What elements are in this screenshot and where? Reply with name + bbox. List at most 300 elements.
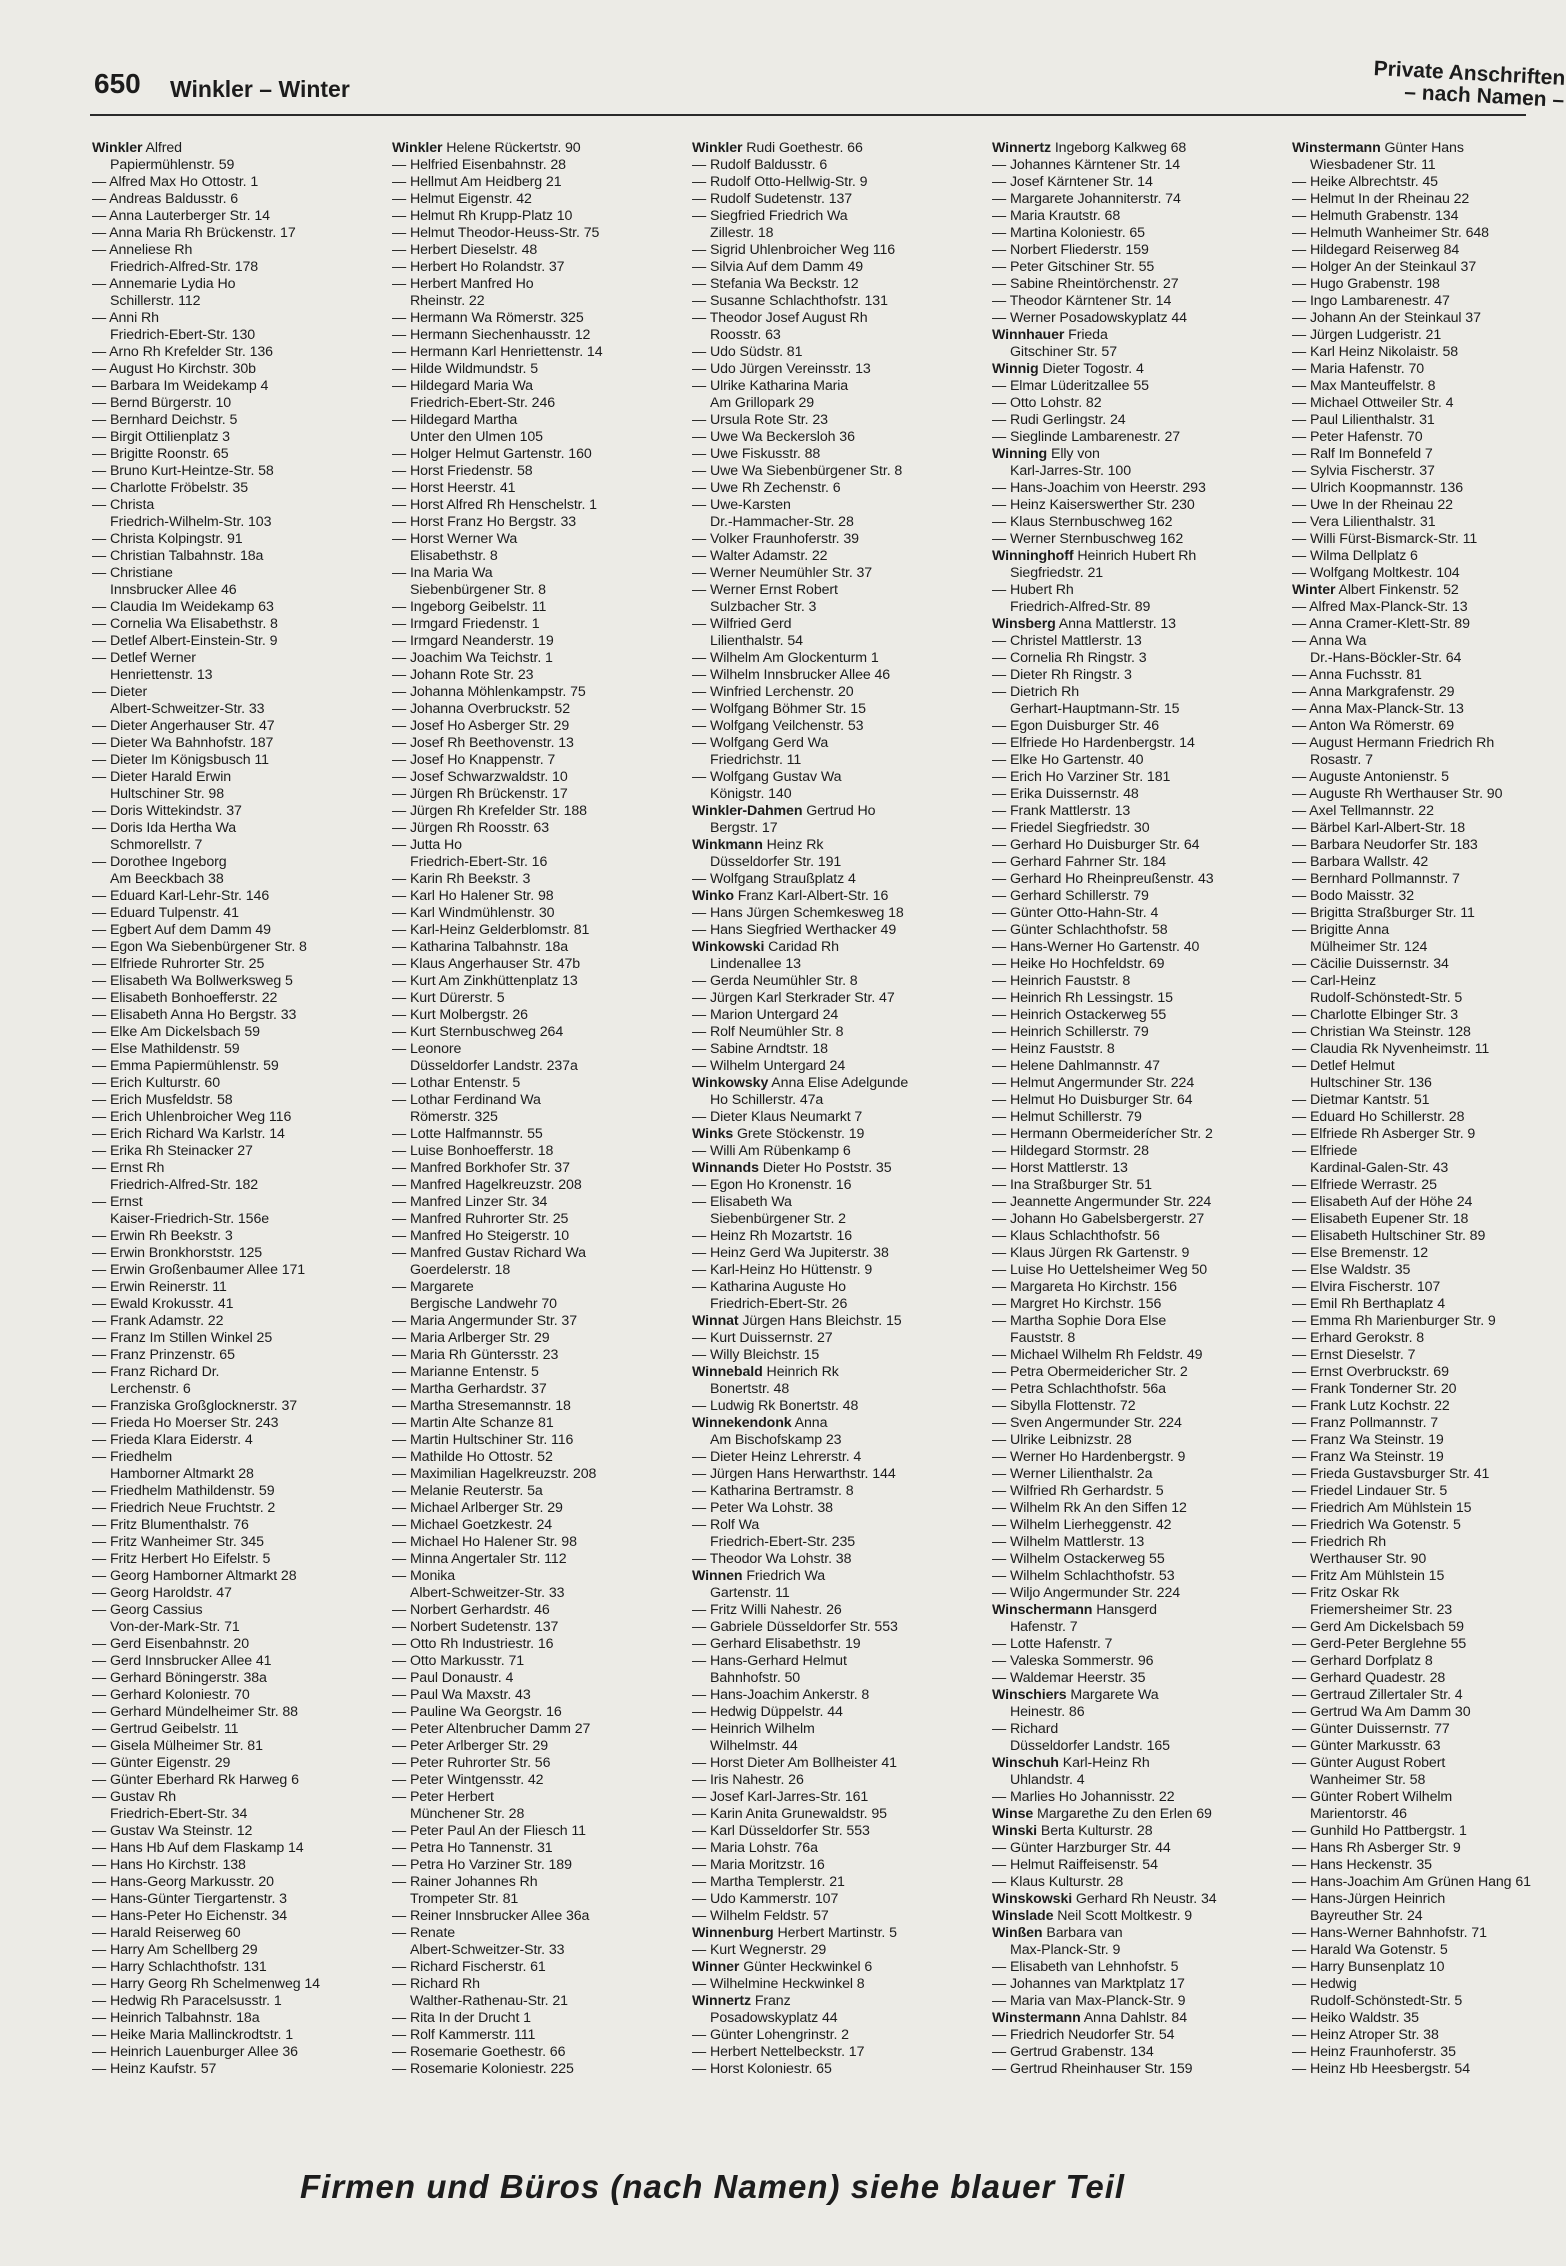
surname-entry xyxy=(692,1364,982,1381)
listing-continuation: Gartenstr. 11 xyxy=(710,1585,790,1601)
listing-entry: — Uwe Fiskusstr. 88 xyxy=(692,446,982,463)
listing-entry: — Wolfgang Böhmer Str. 15 xyxy=(692,701,982,718)
listing-entry: — Ernst Dieselstr. 7 xyxy=(1292,1347,1566,1364)
listing-entry: — Hans-Werner Ho Gartenstr. 40 xyxy=(992,939,1282,956)
listing-continuation: Gerhart-Hauptmann-Str. 15 xyxy=(1010,701,1180,717)
surname-entry xyxy=(692,1415,982,1432)
listing-entry: — Rudolf Baldusstr. 6 xyxy=(692,157,982,174)
listing-entry: — Michael Goetzkestr. 24 xyxy=(392,1517,682,1534)
listing-entry: — Manfred Hagelkreuzstr. 208 xyxy=(392,1177,682,1194)
listing-continuation: Düsseldorfer Landstr. 165 xyxy=(1010,1738,1170,1754)
listing-entry: — Werner Ernst Robert xyxy=(692,582,982,599)
surname-entry xyxy=(692,1160,982,1177)
listing-entry: — Heike Maria Mallinckrodtstr. 1 xyxy=(92,2027,382,2044)
listing-entry: — Egon Duisburger Str. 46 xyxy=(992,718,1282,735)
listing-entry: — Harald Reiserweg 60 xyxy=(92,1925,382,1942)
listing-entry: — Helene Dahlmannstr. 47 xyxy=(992,1058,1282,1075)
listing-entry: — Norbert Gerhardstr. 46 xyxy=(392,1602,682,1619)
listing-entry: — Heinz Atroper Str. 38 xyxy=(1292,2027,1566,2044)
listing-entry: — Friedrich Am Mühlstein 15 xyxy=(1292,1500,1566,1517)
listing-entry: — Kurt Wegnerstr. 29 xyxy=(692,1942,982,1959)
listing-entry: — Klaus Sternbuschweg 162 xyxy=(992,514,1282,531)
surname-entry xyxy=(992,1823,1282,1840)
listing-entry: — Maria Lohstr. 76a xyxy=(692,1840,982,1857)
surname-entry xyxy=(92,140,382,157)
listing-entry: — Josef Kärntener Str. 14 xyxy=(992,174,1282,191)
listing-entry: — Auguste Antonienstr. 5 xyxy=(1292,769,1566,786)
listing-entry: — Martha Sophie Dora Else xyxy=(992,1313,1282,1330)
listing-entry: — Harry Bunsenplatz 10 xyxy=(1292,1959,1566,1976)
surname-entry xyxy=(992,1891,1282,1908)
entry-detail: Anna Mattlerstr. 13 xyxy=(1055,616,1176,632)
listing-entry: — Elfriede Ruhrorter Str. 25 xyxy=(92,956,382,973)
listing-entry: — Jürgen Karl Sterkrader Str. 47 xyxy=(692,990,982,1007)
listing-entry: — Harry Am Schellberg 29 xyxy=(92,1942,382,1959)
listing-continuation: Kaiser-Friedrich-Str. 156e xyxy=(110,1211,270,1227)
surname-entry xyxy=(692,140,982,157)
surname-entry xyxy=(692,1568,982,1585)
surname-entry xyxy=(992,1755,1282,1772)
listing-entry: — Gertrud Rheinhauser Str. 159 xyxy=(992,2061,1282,2078)
listing-entry: — Margareta Ho Kirchstr. 156 xyxy=(992,1279,1282,1296)
listing-entry: — Hans-Jürgen Heinrich xyxy=(1292,1891,1566,1908)
listing-entry: — Dietrich Rh xyxy=(992,684,1282,701)
listing-entry: — Walter Adamstr. 22 xyxy=(692,548,982,565)
entry-detail: Gertrud Ho xyxy=(802,803,876,819)
entry-detail: Günter Hans xyxy=(1380,140,1464,156)
listing-continuation: Von-der-Mark-Str. 71 xyxy=(110,1619,240,1635)
listing-entry: — Franz Wa Steinstr. 19 xyxy=(1292,1449,1566,1466)
listing-continuation: Friedrich-Ebert-Str. 16 xyxy=(410,854,548,870)
listing-entry: — Maria Hafenstr. 70 xyxy=(1292,361,1566,378)
listing-entry: — Manfred Ruhrorter Str. 25 xyxy=(392,1211,682,1228)
listing-entry: — Ulrike Leibnizstr. 28 xyxy=(992,1432,1282,1449)
listing-entry: — Frieda Ho Moerser Str. 243 xyxy=(92,1415,382,1432)
listing-continuation: Bayreuther Str. 24 xyxy=(1310,1908,1423,1924)
listing-entry: — Ulrike Katharina Maria xyxy=(692,378,982,395)
surname: Winkler-Dahmen xyxy=(692,803,803,819)
listing-entry: — Horst Franz Ho Bergstr. 33 xyxy=(392,514,682,531)
listing-entry: — Christa xyxy=(92,497,382,514)
listing-entry: — Heinrich Wilhelm xyxy=(692,1721,982,1738)
listing-continuation: Friedrichstr. 11 xyxy=(710,752,802,768)
listing-entry: — Udo Südstr. 81 xyxy=(692,344,982,361)
listing-entry: — Bärbel Karl-Albert-Str. 18 xyxy=(1292,820,1566,837)
listing-continuation: Albert-Schweitzer-Str. 33 xyxy=(110,701,265,717)
surname-entry xyxy=(692,1126,982,1143)
listing-entry: — Ralf Im Bonnefeld 7 xyxy=(1292,446,1566,463)
listing-entry: — Gabriele Düsseldorfer Str. 553 xyxy=(692,1619,982,1636)
listing-entry: — Maria Angermunder Str. 37 xyxy=(392,1313,682,1330)
listing-entry: — Herbert Nettelbeckstr. 17 xyxy=(692,2044,982,2061)
listing-entry: — Horst Koloniestr. 65 xyxy=(692,2061,982,2078)
listing-entry: — Charlotte Fröbelstr. 35 xyxy=(92,480,382,497)
listing-entry: — Günter Markusstr. 63 xyxy=(1292,1738,1566,1755)
listing-entry: — Valeska Sommerstr. 96 xyxy=(992,1653,1282,1670)
listing-entry: — Helmut In der Rheinau 22 xyxy=(1292,191,1566,208)
listing-entry: — Gerhard Böningerstr. 38a xyxy=(92,1670,382,1687)
listing-entry: — Horst Heerstr. 41 xyxy=(392,480,682,497)
listing-entry: — Helmut Eigenstr. 42 xyxy=(392,191,682,208)
surname: Winnenburg xyxy=(692,1925,774,1941)
entry-detail: Dieter Ho Poststr. 35 xyxy=(758,1160,892,1176)
surname-entry xyxy=(1292,140,1566,157)
listing-entry: — Erika Rh Steinacker 27 xyxy=(92,1143,382,1160)
listing-entry: — Bernhard Deichstr. 5 xyxy=(92,412,382,429)
listing-entry: — Anna Fuchsstr. 81 xyxy=(1292,667,1566,684)
listing-continuation: Hultschiner Str. 98 xyxy=(110,786,225,802)
listing-entry: — Barbara Im Weidekamp 4 xyxy=(92,378,382,395)
listing-entry: — Ursula Rote Str. 23 xyxy=(692,412,982,429)
listing-entry: — Manfred Ho Steigerstr. 10 xyxy=(392,1228,682,1245)
listing-entry: — Werner Sternbuschweg 162 xyxy=(992,531,1282,548)
entry-detail: Friedrich Wa xyxy=(742,1568,826,1584)
listing-continuation: Walther-Rathenau-Str. 21 xyxy=(410,1993,568,2009)
entry-detail: Helene Rückertstr. 90 xyxy=(442,140,581,156)
listing-entry: — Hermann Wa Römerstr. 325 xyxy=(392,310,682,327)
listing-entry: — Johann Rote Str. 23 xyxy=(392,667,682,684)
listing-entry: — Gertrud Grabenstr. 134 xyxy=(992,2044,1282,2061)
listing-entry: — Martina Koloniestr. 65 xyxy=(992,225,1282,242)
listing-entry: — Gerd Am Dickelsbach 59 xyxy=(1292,1619,1566,1636)
listing-entry: — Ingeborg Geibelstr. 11 xyxy=(392,599,682,616)
listing-entry: — Peter Hafenstr. 70 xyxy=(1292,429,1566,446)
column-4 xyxy=(992,140,1282,2140)
listing-entry: — Rainer Johannes Rh xyxy=(392,1874,682,1891)
listing-entry: — Horst Mattlerstr. 13 xyxy=(992,1160,1282,1177)
listing-entry: — Egon Wa Siebenbürgener Str. 8 xyxy=(92,939,382,956)
listing-continuation: Friedrich-Ebert-Str. 246 xyxy=(410,395,556,411)
surname-entry xyxy=(392,140,682,157)
listing-entry: — Hildegard Stormstr. 28 xyxy=(992,1143,1282,1160)
listing-entry: — Frank Mattlerstr. 13 xyxy=(992,803,1282,820)
listing-entry: — August Ho Kirchstr. 30b xyxy=(92,361,382,378)
listing-entry: — Günter Robert Wilhelm xyxy=(1292,1789,1566,1806)
entry-detail: Heinrich Rk xyxy=(762,1364,839,1380)
listing-entry: — Wilhelm Mattlerstr. 13 xyxy=(992,1534,1282,1551)
listing-entry: — Peter Gitschiner Str. 55 xyxy=(992,259,1282,276)
surname-entry xyxy=(992,446,1282,463)
listing-entry: — Friedrich Rh xyxy=(1292,1534,1566,1551)
listing-entry: — Siegfried Friedrich Wa xyxy=(692,208,982,225)
surname: Winschermann xyxy=(992,1602,1093,1618)
column-1 xyxy=(92,140,382,2140)
listing-entry: — Franz Richard Dr. xyxy=(92,1364,382,1381)
listing-entry: — Dieter Angerhauser Str. 47 xyxy=(92,718,382,735)
surname-entry xyxy=(692,1075,982,1092)
listing-entry: — Sigrid Uhlenbroicher Weg 116 xyxy=(692,242,982,259)
listing-entry: — Holger Helmut Gartenstr. 160 xyxy=(392,446,682,463)
listing-entry: — Elvira Fischerstr. 107 xyxy=(1292,1279,1566,1296)
listing-entry: — Helmut Rh Krupp-Platz 10 xyxy=(392,208,682,225)
listing-entry: — Heinrich Lauenburger Allee 36 xyxy=(92,2044,382,2061)
entry-detail: Jürgen Hans Bleichstr. 15 xyxy=(738,1313,902,1329)
entry-detail: Berta Kulturstr. 28 xyxy=(1037,1823,1153,1839)
listing-entry: — Cornelia Wa Elisabethstr. 8 xyxy=(92,616,382,633)
listing-entry: — Michael Ottweiler Str. 4 xyxy=(1292,395,1566,412)
listing-entry: — Manfred Gustav Richard Wa xyxy=(392,1245,682,1262)
listing-entry: — Michael Arlberger Str. 29 xyxy=(392,1500,682,1517)
listing-entry: — Klaus Angerhauser Str. 47b xyxy=(392,956,682,973)
listing-entry: — Erwin Bronkhorststr. 125 xyxy=(92,1245,382,1262)
surname: Winter xyxy=(1292,582,1336,598)
listing-entry: — Detlef Helmut xyxy=(1292,1058,1566,1075)
listing-entry: — Volker Fraunhoferstr. 39 xyxy=(692,531,982,548)
listing-entry: — Joachim Wa Teichstr. 1 xyxy=(392,650,682,667)
listing-entry: — Erich Kulturstr. 60 xyxy=(92,1075,382,1092)
surname-entry xyxy=(692,803,982,820)
listing-continuation: Siegfriedstr. 21 xyxy=(1010,565,1104,581)
listing-entry: — Peter Arlberger Str. 29 xyxy=(392,1738,682,1755)
listing-entry: — Erwin Großenbaumer Allee 171 xyxy=(92,1262,382,1279)
listing-continuation: Papiermühlenstr. 59 xyxy=(110,157,235,173)
listing-entry: — Wolfgang Straußplatz 4 xyxy=(692,871,982,888)
listing-entry: — Hans-Joachim Am Grünen Hang 61 xyxy=(1292,1874,1566,1891)
listing-continuation: Düsseldorfer Landstr. 237a xyxy=(410,1058,578,1074)
listing-entry: — Claudia Rk Nyvenheimstr. 11 xyxy=(1292,1041,1566,1058)
listing-entry: — Maria van Max-Planck-Str. 9 xyxy=(992,1993,1282,2010)
listing-entry: — Hermann Karl Henriettenstr. 14 xyxy=(392,344,682,361)
listing-entry: — Eduard Tulpenstr. 41 xyxy=(92,905,382,922)
listing-continuation: Roosstr. 63 xyxy=(710,327,781,343)
listing-entry: — Cäcilie Duissernstr. 34 xyxy=(1292,956,1566,973)
listing-entry: — Christiane xyxy=(92,565,382,582)
listing-entry: — Christa Kolpingstr. 91 xyxy=(92,531,382,548)
listing-entry: — Hans-Joachim Ankerstr. 8 xyxy=(692,1687,982,1704)
surname-entry xyxy=(692,1313,982,1330)
listing-entry: — Gerd-Peter Berglehne 55 xyxy=(1292,1636,1566,1653)
listing-entry: — Ernst xyxy=(92,1194,382,1211)
listing-entry: — Detlef Werner xyxy=(92,650,382,667)
listing-entry: — Günter Otto-Hahn-Str. 4 xyxy=(992,905,1282,922)
listing-continuation: Lerchenstr. 6 xyxy=(110,1381,191,1397)
listing-entry: — Gerhard Koloniestr. 70 xyxy=(92,1687,382,1704)
listing-entry: — Sven Angermunder Str. 224 xyxy=(992,1415,1282,1432)
surname: Winßen xyxy=(992,1925,1043,1941)
listing-entry: — Heinrich Ostackerweg 55 xyxy=(992,1007,1282,1024)
listing-entry: — Gerda Neumühler Str. 8 xyxy=(692,973,982,990)
listing-entry: — Frank Lutz Kochstr. 22 xyxy=(1292,1398,1566,1415)
listing-entry: — Helmut Angermunder Str. 224 xyxy=(992,1075,1282,1092)
listing-entry: — Carl-Heinz xyxy=(1292,973,1566,990)
surname: Winnekendonk xyxy=(692,1415,792,1431)
entry-detail: Franz xyxy=(750,1993,791,2009)
listing-continuation: Friemersheimer Str. 23 xyxy=(1310,1602,1453,1618)
listing-entry: — Martha Templerstr. 21 xyxy=(692,1874,982,1891)
listing-continuation: Hultschiner Str. 136 xyxy=(1310,1075,1432,1091)
listing-entry: — Hans Siegfried Werthacker 49 xyxy=(692,922,982,939)
listing-continuation: Lilienthalstr. 54 xyxy=(710,633,803,649)
listing-continuation: Zillestr. 18 xyxy=(710,225,774,241)
surname: Winnebald xyxy=(692,1364,763,1380)
listing-continuation: Gitschiner Str. 57 xyxy=(1010,344,1118,360)
listing-continuation: Bergstr. 17 xyxy=(710,820,778,836)
listing-entry: — Fritz Oskar Rk xyxy=(1292,1585,1566,1602)
listing-entry: — Josef Ho Asberger Str. 29 xyxy=(392,718,682,735)
listing-entry: — Karl Heinz Nikolaistr. 58 xyxy=(1292,344,1566,361)
entry-detail: Ingeborg Kalkweg 68 xyxy=(1050,140,1187,156)
listing-entry: — Bodo Maisstr. 32 xyxy=(1292,888,1566,905)
surname-entry xyxy=(692,837,982,854)
listing-continuation: Bahnhofstr. 50 xyxy=(710,1670,801,1686)
listing-entry: — Doris Ida Hertha Wa xyxy=(92,820,382,837)
listing-entry: — Heinz Gerd Wa Jupiterstr. 38 xyxy=(692,1245,982,1262)
listing-entry: — Ina Straßburger Str. 51 xyxy=(992,1177,1282,1194)
listing-entry: — Rolf Wa xyxy=(692,1517,982,1534)
entry-detail: Barbara van xyxy=(1042,1925,1123,1941)
listing-entry: — Johanna Overbruckstr. 52 xyxy=(392,701,682,718)
listing-entry: — Wilhelm Am Glockenturm 1 xyxy=(692,650,982,667)
section-label-line2: – nach Namen – xyxy=(1404,80,1565,112)
listing-entry: — Elisabeth Bonhoefferstr. 22 xyxy=(92,990,382,1007)
entry-detail: Heinz Rk xyxy=(762,837,824,853)
surname: Winslade xyxy=(992,1908,1054,1924)
listing-entry: — Karin Anita Grunewaldstr. 95 xyxy=(692,1806,982,1823)
listing-entry: — Jürgen Ludgeristr. 21 xyxy=(1292,327,1566,344)
listing-entry: — Franz Prinzenstr. 65 xyxy=(92,1347,382,1364)
listing-entry: — Uwe In der Rheinau 22 xyxy=(1292,497,1566,514)
section-label-line1: Private Anschriften xyxy=(1373,56,1566,90)
surname: Winnands xyxy=(692,1160,759,1176)
listing-entry: — Pauline Wa Georgstr. 16 xyxy=(392,1704,682,1721)
entry-detail: Rudi Goethestr. 66 xyxy=(742,140,863,156)
listing-entry: — Hans Heckenstr. 35 xyxy=(1292,1857,1566,1874)
listing-entry: — Uwe Rh Zechenstr. 6 xyxy=(692,480,982,497)
listing-entry: — Jürgen Rh Krefelder Str. 188 xyxy=(392,803,682,820)
listing-entry: — Heike Albrechtstr. 45 xyxy=(1292,174,1566,191)
listing-entry: — Helmut Schillerstr. 79 xyxy=(992,1109,1282,1126)
surname: Winning xyxy=(992,446,1048,462)
listing-entry: — Gerd Eisenbahnstr. 20 xyxy=(92,1636,382,1653)
listing-entry: — Karl Düsseldorfer Str. 553 xyxy=(692,1823,982,1840)
listing-entry: — Iris Nahestr. 26 xyxy=(692,1772,982,1789)
listing-entry: — Willi Fürst-Bismarck-Str. 11 xyxy=(1292,531,1566,548)
listing-continuation: Albert-Schweitzer-Str. 33 xyxy=(410,1585,565,1601)
surname: Winsberg xyxy=(992,616,1056,632)
listing-entry: — Karl Windmühlenstr. 30 xyxy=(392,905,682,922)
listing-entry: — Ewald Krokusstr. 41 xyxy=(92,1296,382,1313)
surname: Winstermann xyxy=(992,2010,1081,2026)
listing-entry: — Renate xyxy=(392,1925,682,1942)
listing-entry: — Friedel Siegfriedstr. 30 xyxy=(992,820,1282,837)
listing-continuation: Marientorstr. 46 xyxy=(1310,1806,1407,1822)
listing-entry: — Klaus Jürgen Rk Gartenstr. 9 xyxy=(992,1245,1282,1262)
listing-entry: — Gerhard Elisabethstr. 19 xyxy=(692,1636,982,1653)
listing-entry: — Petra Ho Varziner Str. 189 xyxy=(392,1857,682,1874)
listing-entry: — Dietmar Kantstr. 51 xyxy=(1292,1092,1566,1109)
listing-entry: — Klaus Kulturstr. 28 xyxy=(992,1874,1282,1891)
listing-entry: — Gerhard Schillerstr. 79 xyxy=(992,888,1282,905)
listing-entry: — Johannes Kärntener Str. 14 xyxy=(992,157,1282,174)
listing-continuation: Rosastr. 7 xyxy=(1310,752,1373,768)
listing-entry: — Manfred Linzer Str. 34 xyxy=(392,1194,682,1211)
listing-entry: — Günter Schlachthofstr. 58 xyxy=(992,922,1282,939)
listing-entry: — Petra Obermeidericher Str. 2 xyxy=(992,1364,1282,1381)
listing-entry: — Helmuth Wanheimer Str. 648 xyxy=(1292,225,1566,242)
listing-entry: — Hans Hb Auf dem Flaskamp 14 xyxy=(92,1840,382,1857)
listing-entry: — Willy Bleichstr. 15 xyxy=(692,1347,982,1364)
listing-entry: — Dieter xyxy=(92,684,382,701)
entry-detail: Anna Elise Adelgunde xyxy=(768,1075,909,1091)
listing-continuation: Elisabethstr. 8 xyxy=(410,548,498,564)
section-label xyxy=(1372,58,1566,112)
listing-entry: — Katharina Bertramstr. 8 xyxy=(692,1483,982,1500)
listing-entry: — Sieglinde Lambarenestr. 27 xyxy=(992,429,1282,446)
listing-continuation: Bonertstr. 48 xyxy=(710,1381,790,1397)
surname: Winkowski xyxy=(692,939,765,955)
listing-entry: — Peter Paul An der Fliesch 11 xyxy=(392,1823,682,1840)
listing-entry: — Eduard Karl-Lehr-Str. 146 xyxy=(92,888,382,905)
listing-continuation: Wanheimer Str. 58 xyxy=(1310,1772,1426,1788)
listing-entry: — Heike Ho Hochfeldstr. 69 xyxy=(992,956,1282,973)
listing-entry: — Elmar Lüderitzallee 55 xyxy=(992,378,1282,395)
listing-entry: — Hans-Joachim von Heerstr. 293 xyxy=(992,480,1282,497)
listing-entry: — Günter Lohengrinstr. 2 xyxy=(692,2027,982,2044)
listing-entry: — Friedhelm xyxy=(92,1449,382,1466)
listing-entry: — Maria Arlberger Str. 29 xyxy=(392,1330,682,1347)
listing-entry: — Erich Musfeldstr. 58 xyxy=(92,1092,382,1109)
surname: Winse xyxy=(992,1806,1034,1822)
listing-entry: — Anna Maria Rh Brückenstr. 17 xyxy=(92,225,382,242)
listing-entry: — Hans-Günter Tiergartenstr. 3 xyxy=(92,1891,382,1908)
listing-entry: — Harry Georg Rh Schelmenweg 14 xyxy=(92,1976,382,1993)
listing-entry: — Paul Donaustr. 4 xyxy=(392,1670,682,1687)
listing-continuation: Rheinstr. 22 xyxy=(410,293,485,309)
listing-entry: — Otto Rh Industriestr. 16 xyxy=(392,1636,682,1653)
listing-entry: — Ludwig Rk Bonertstr. 48 xyxy=(692,1398,982,1415)
listing-entry: — Heinz Fraunhoferstr. 35 xyxy=(1292,2044,1566,2061)
listing-entry: — Erika Duissernstr. 48 xyxy=(992,786,1282,803)
listing-entry: — Peter Ruhrorter Str. 56 xyxy=(392,1755,682,1772)
listing-entry: — Bruno Kurt-Heintze-Str. 58 xyxy=(92,463,382,480)
listing-entry: — Horst Friedenstr. 58 xyxy=(392,463,682,480)
listing-entry: — Harald Wa Gotenstr. 5 xyxy=(1292,1942,1566,1959)
listing-entry: — Hilde Wildmundstr. 5 xyxy=(392,361,682,378)
listing-entry: — Petra Ho Tannenstr. 31 xyxy=(392,1840,682,1857)
listing-entry: — Ina Maria Wa xyxy=(392,565,682,582)
listing-entry: — Emil Rh Berthaplatz 4 xyxy=(1292,1296,1566,1313)
listing-entry: — Gerhard Quadestr. 28 xyxy=(1292,1670,1566,1687)
surname-entry xyxy=(692,1925,982,1942)
surname: Winschuh xyxy=(992,1755,1059,1771)
entry-detail: Heinrich Hubert Rh xyxy=(1073,548,1197,564)
listing-entry: — Gerhard Ho Duisburger Str. 64 xyxy=(992,837,1282,854)
listing-entry: — Rudi Gerlingstr. 24 xyxy=(992,412,1282,429)
listing-entry: — Sibylla Flottenstr. 72 xyxy=(992,1398,1282,1415)
entry-detail: Gerhard Rh Neustr. 34 xyxy=(1072,1891,1217,1907)
surname: Winks xyxy=(692,1126,734,1142)
listing-continuation: Friedrich-Wilhelm-Str. 103 xyxy=(110,514,272,530)
listing-entry: — Emma Rh Marienburger Str. 9 xyxy=(1292,1313,1566,1330)
listing-entry: — Georg Haroldstr. 47 xyxy=(92,1585,382,1602)
listing-entry: — August Hermann Friedrich Rh xyxy=(1292,735,1566,752)
listing-entry: — Michael Ho Halener Str. 98 xyxy=(392,1534,682,1551)
listing-entry: — Wilhelm Rk An den Siffen 12 xyxy=(992,1500,1282,1517)
listing-continuation: Mülheimer Str. 124 xyxy=(1310,939,1428,955)
listing-entry: — Hans Rh Asberger Str. 9 xyxy=(1292,1840,1566,1857)
listing-entry: — Johanna Möhlenkampstr. 75 xyxy=(392,684,682,701)
listing-entry: — Gertrud Geibelstr. 11 xyxy=(92,1721,382,1738)
listing-entry: — Rosemarie Goethestr. 66 xyxy=(392,2044,682,2061)
listing-entry: — Josef Ho Knappenstr. 7 xyxy=(392,752,682,769)
listing-entry: — Max Manteuffelstr. 8 xyxy=(1292,378,1566,395)
listing-entry: — Monika xyxy=(392,1568,682,1585)
listing-entry: — Kurt Sternbuschweg 264 xyxy=(392,1024,682,1041)
surname: Winnhauer xyxy=(992,327,1065,343)
surname: Winkler xyxy=(392,140,443,156)
surname-entry xyxy=(692,1959,982,1976)
listing-entry: — Anna Cramer-Klett-Str. 89 xyxy=(1292,616,1566,633)
